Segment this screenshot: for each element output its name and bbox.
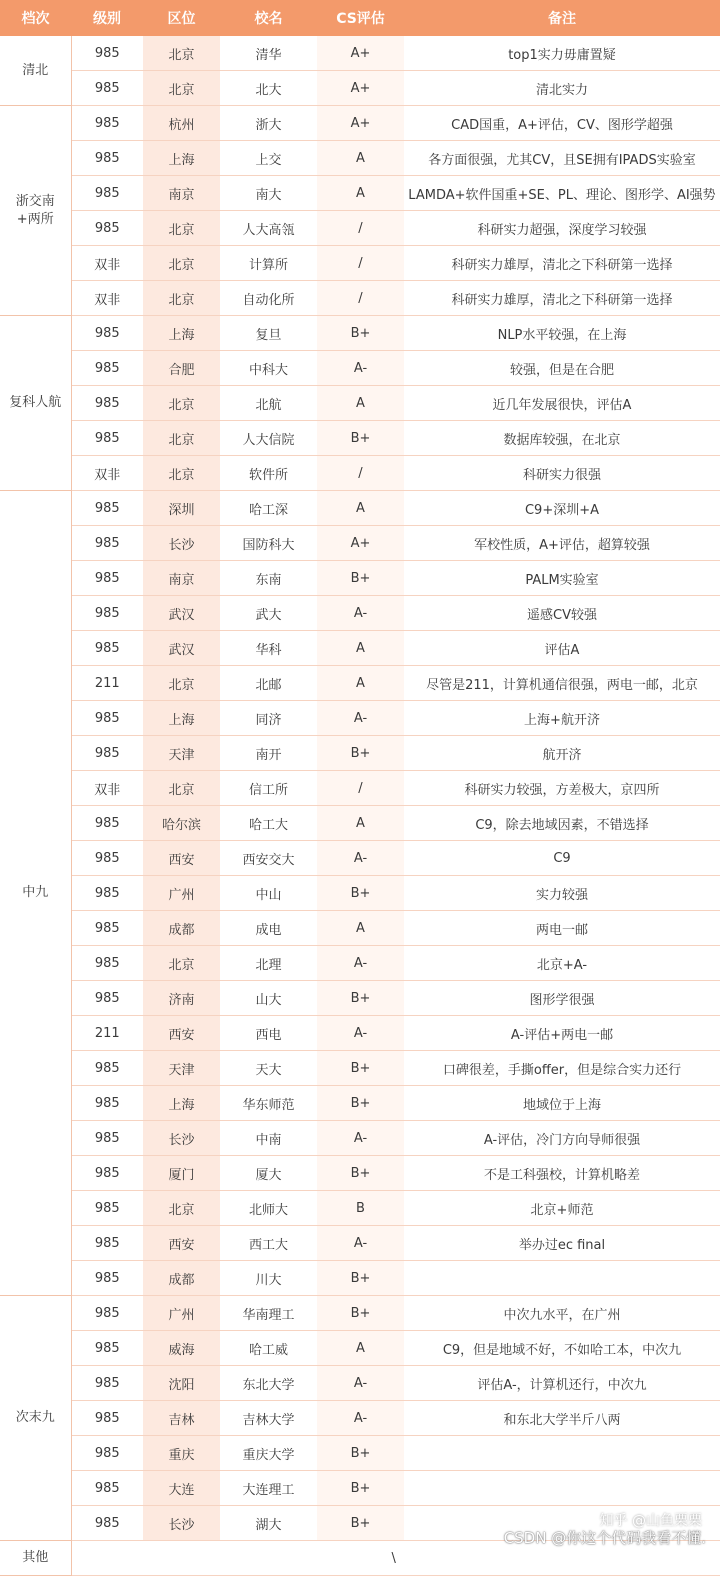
cell-school: 川大 — [220, 1261, 317, 1296]
cell-school: 中科大 — [220, 351, 317, 386]
table-body — [0, 36, 720, 1576]
cell-school: 北航 — [220, 386, 317, 421]
cell-level: 985 — [71, 1366, 143, 1401]
table-row — [0, 526, 720, 561]
cell-school: 哈工深 — [220, 491, 317, 526]
cell-school: 清华 — [220, 36, 317, 71]
table-row — [0, 1401, 720, 1436]
cell-level: 985 — [71, 36, 143, 71]
cell-notes: 科研实力超强，深度学习较强 — [404, 211, 720, 246]
cell-cs-rating: B+ — [317, 876, 404, 911]
cell-cs-rating: A — [317, 386, 404, 421]
cell-level: 985 — [71, 876, 143, 911]
cell-school: 东南 — [220, 561, 317, 596]
cell-location: 上海 — [143, 1086, 220, 1121]
table-row — [0, 211, 720, 246]
table-row — [0, 1156, 720, 1191]
cell-school: 北邮 — [220, 666, 317, 701]
cell-location: 北京 — [143, 666, 220, 701]
cell-notes: C9，但是地域不好，不如哈工本，中次九 — [404, 1331, 720, 1366]
cell-school: 哈工大 — [220, 806, 317, 841]
cell-school: 山大 — [220, 981, 317, 1016]
cell-cs-rating: A- — [317, 1401, 404, 1436]
cell-tier: 次末九 — [0, 1296, 71, 1541]
cell-location: 北京 — [143, 456, 220, 491]
cell-school: 重庆大学 — [220, 1436, 317, 1471]
cell-level: 985 — [71, 841, 143, 876]
cell-location: 南京 — [143, 561, 220, 596]
cell-level: 985 — [71, 946, 143, 981]
cell-level: 985 — [71, 806, 143, 841]
table-row — [0, 421, 720, 456]
cell-location: 广州 — [143, 876, 220, 911]
cell-notes: 数据库较强，在北京 — [404, 421, 720, 456]
cell-school: 南开 — [220, 736, 317, 771]
cell-school: 上交 — [220, 141, 317, 176]
cell-school: 湖大 — [220, 1506, 317, 1541]
cell-level: 985 — [71, 71, 143, 106]
cell-notes: 清北实力 — [404, 71, 720, 106]
header-cs-rating: CS评估 — [317, 0, 404, 36]
cell-notes: 较强，但是在合肥 — [404, 351, 720, 386]
cell-notes: 上海+航开济 — [404, 701, 720, 736]
cell-notes: CAD国重，A+评估，CV、图形学超强 — [404, 106, 720, 141]
table-row — [0, 386, 720, 421]
cell-cs-rating: A- — [317, 701, 404, 736]
table-row — [0, 596, 720, 631]
cell-level: 985 — [71, 211, 143, 246]
cell-cs-rating: B+ — [317, 1506, 404, 1541]
cell-level: 985 — [71, 981, 143, 1016]
table-row — [0, 176, 720, 211]
table-row — [0, 841, 720, 876]
cell-notes: 和东北大学半斤八两 — [404, 1401, 720, 1436]
cell-level: 985 — [71, 1191, 143, 1226]
cell-cs-rating: B+ — [317, 1296, 404, 1331]
cell-notes: 图形学很强 — [404, 981, 720, 1016]
cell-location: 西安 — [143, 841, 220, 876]
cell-school: 中南 — [220, 1121, 317, 1156]
cell-notes: A-评估，冷门方向导师很强 — [404, 1121, 720, 1156]
cell-cs-rating: A — [317, 1331, 404, 1366]
cell-level: 985 — [71, 491, 143, 526]
cell-school: 吉林大学 — [220, 1401, 317, 1436]
table-row — [0, 1051, 720, 1086]
cell-notes: 举办过ec final — [404, 1226, 720, 1261]
cell-level: 双非 — [71, 246, 143, 281]
table-row — [0, 771, 720, 806]
cell-location: 北京 — [143, 386, 220, 421]
cell-level: 985 — [71, 1051, 143, 1086]
cell-school: 中山 — [220, 876, 317, 911]
table-row — [0, 1191, 720, 1226]
cell-cs-rating: B — [317, 1191, 404, 1226]
cell-cs-rating: B+ — [317, 421, 404, 456]
cell-school: 华科 — [220, 631, 317, 666]
cell-cs-rating: B+ — [317, 1051, 404, 1086]
table-row — [0, 666, 720, 701]
table-row — [0, 246, 720, 281]
cell-location: 北京 — [143, 771, 220, 806]
table-row — [0, 1261, 720, 1296]
cell-level: 985 — [71, 526, 143, 561]
cell-cs-rating: / — [317, 281, 404, 316]
cell-cs-rating: B+ — [317, 1436, 404, 1471]
cell-location: 深圳 — [143, 491, 220, 526]
cell-level: 985 — [71, 561, 143, 596]
cell-cs-rating: A- — [317, 1226, 404, 1261]
cell-notes: 遥感CV较强 — [404, 596, 720, 631]
table-row — [0, 806, 720, 841]
cell-cs-rating: B+ — [317, 561, 404, 596]
table-row — [0, 281, 720, 316]
cell-location: 天津 — [143, 736, 220, 771]
cell-notes: C9+深圳+A — [404, 491, 720, 526]
cell-location: 武汉 — [143, 596, 220, 631]
cell-location: 大连 — [143, 1471, 220, 1506]
cell-level: 985 — [71, 1086, 143, 1121]
cell-notes — [404, 1471, 720, 1506]
cell-notes: LAMDA+软件国重+SE、PL、理论、图形学、AI强势 — [404, 176, 720, 211]
cell-school: 国防科大 — [220, 526, 317, 561]
cell-notes: 军校性质，A+评估，超算较强 — [404, 526, 720, 561]
cell-level: 985 — [71, 1296, 143, 1331]
cell-cs-rating: A- — [317, 351, 404, 386]
cell-level: 211 — [71, 666, 143, 701]
cell-school: 西安交大 — [220, 841, 317, 876]
cell-notes: 尽管是211，计算机通信很强，两电一邮，北京 — [404, 666, 720, 701]
table-row — [0, 141, 720, 176]
cell-notes: PALM实验室 — [404, 561, 720, 596]
cell-cs-rating: A+ — [317, 36, 404, 71]
cell-notes: 评估A-，计算机还行，中次九 — [404, 1366, 720, 1401]
cell-cs-rating: A — [317, 631, 404, 666]
cell-location: 成都 — [143, 1261, 220, 1296]
cell-notes: 地域位于上海 — [404, 1086, 720, 1121]
cell-school: 浙大 — [220, 106, 317, 141]
cell-cs-rating: B+ — [317, 736, 404, 771]
cell-notes: 不是工科强校，计算机略差 — [404, 1156, 720, 1191]
cell-location: 北京 — [143, 36, 220, 71]
cell-tier: 清北 — [0, 36, 71, 106]
cell-cs-rating: A+ — [317, 106, 404, 141]
cell-level: 985 — [71, 176, 143, 211]
cell-notes: 实力较强 — [404, 876, 720, 911]
cell-location: 北京 — [143, 946, 220, 981]
cell-school: 西电 — [220, 1016, 317, 1051]
table-row — [0, 631, 720, 666]
table-row — [0, 561, 720, 596]
cell-location: 长沙 — [143, 1506, 220, 1541]
table-row — [0, 736, 720, 771]
cell-location: 长沙 — [143, 526, 220, 561]
cell-level: 985 — [71, 596, 143, 631]
cell-location: 北京 — [143, 1191, 220, 1226]
cell-level: 985 — [71, 1226, 143, 1261]
cell-cs-rating: A — [317, 491, 404, 526]
cell-level: 985 — [71, 631, 143, 666]
table-row — [0, 1016, 720, 1051]
cell-cs-rating: / — [317, 771, 404, 806]
cell-location: 上海 — [143, 701, 220, 736]
cell-tier: 复科人航 — [0, 316, 71, 491]
cell-location: 重庆 — [143, 1436, 220, 1471]
cell-cs-rating: B+ — [317, 316, 404, 351]
cell-level: 985 — [71, 141, 143, 176]
cell-location: 哈尔滨 — [143, 806, 220, 841]
table-row — [0, 36, 720, 71]
cell-cs-rating: / — [317, 246, 404, 281]
cell-cs-rating: / — [317, 211, 404, 246]
header-row — [0, 0, 720, 36]
cell-location: 北京 — [143, 421, 220, 456]
cell-cs-rating: A- — [317, 1121, 404, 1156]
cell-school: 西工大 — [220, 1226, 317, 1261]
cell-tier: 浙交南 +两所 — [0, 106, 71, 316]
table-row — [0, 1121, 720, 1156]
cell-location: 西安 — [143, 1226, 220, 1261]
cell-level: 985 — [71, 736, 143, 771]
cell-cs-rating: B+ — [317, 981, 404, 1016]
header-location: 区位 — [143, 0, 220, 36]
cell-level: 985 — [71, 421, 143, 456]
cell-level: 985 — [71, 351, 143, 386]
cell-notes: 两电一邮 — [404, 911, 720, 946]
cell-notes: A-评估+两电一邮 — [404, 1016, 720, 1051]
cell-school: 同济 — [220, 701, 317, 736]
cell-tier: 中九 — [0, 491, 71, 1296]
cell-notes: C9，除去地域因素，不错选择 — [404, 806, 720, 841]
cell-level: 211 — [71, 1016, 143, 1051]
cell-school: 华东师范 — [220, 1086, 317, 1121]
cell-cs-rating: A- — [317, 1366, 404, 1401]
cell-location: 上海 — [143, 316, 220, 351]
cell-notes: 科研实力雄厚，清北之下科研第一选择 — [404, 281, 720, 316]
table-row — [0, 491, 720, 526]
cell-notes: 北京+师范 — [404, 1191, 720, 1226]
cell-notes: NLP水平较强，在上海 — [404, 316, 720, 351]
cell-notes: 北京+A- — [404, 946, 720, 981]
cell-cs-rating: A — [317, 806, 404, 841]
table-row — [0, 1436, 720, 1471]
cell-location: 广州 — [143, 1296, 220, 1331]
cell-location: 威海 — [143, 1331, 220, 1366]
cell-level: 985 — [71, 1471, 143, 1506]
cell-notes: 科研实力雄厚，清北之下科研第一选择 — [404, 246, 720, 281]
cell-school: 武大 — [220, 596, 317, 631]
cell-notes: 口碑很差，手撕offer，但是综合实力还行 — [404, 1051, 720, 1086]
cell-school: 哈工威 — [220, 1331, 317, 1366]
table-row — [0, 106, 720, 141]
cell-level: 双非 — [71, 771, 143, 806]
cell-notes: 航开济 — [404, 736, 720, 771]
cell-school: 自动化所 — [220, 281, 317, 316]
cell-school: 信工所 — [220, 771, 317, 806]
cell-notes: 近几年发展很快，评估A — [404, 386, 720, 421]
cell-cs-rating: B+ — [317, 1086, 404, 1121]
cell-notes: 中次九水平，在广州 — [404, 1296, 720, 1331]
cell-location: 济南 — [143, 981, 220, 1016]
cell-school: 北理 — [220, 946, 317, 981]
cell-school: 北大 — [220, 71, 317, 106]
cell-cs-rating: A — [317, 176, 404, 211]
cell-tier: 其他 — [0, 1541, 71, 1576]
cell-location: 南京 — [143, 176, 220, 211]
table-row — [0, 981, 720, 1016]
cell-school: 天大 — [220, 1051, 317, 1086]
cell-level: 985 — [71, 1261, 143, 1296]
table-row — [0, 71, 720, 106]
cell-school: 计算所 — [220, 246, 317, 281]
cell-notes: 评估A — [404, 631, 720, 666]
cell-notes — [404, 1261, 720, 1296]
cell-school: 软件所 — [220, 456, 317, 491]
cell-cs-rating: A — [317, 911, 404, 946]
csdn-watermark: CSDN @你这个代码我看不懂. — [503, 1529, 706, 1547]
cell-cs-rating: A — [317, 141, 404, 176]
cell-level: 985 — [71, 911, 143, 946]
header-tier: 档次 — [0, 0, 71, 36]
cell-location: 北京 — [143, 211, 220, 246]
cell-location: 武汉 — [143, 631, 220, 666]
cell-location: 天津 — [143, 1051, 220, 1086]
header-level: 级别 — [71, 0, 143, 36]
zhihu-watermark: 知乎 @山鱼栗栗 — [599, 1513, 702, 1529]
cell-cs-rating: A- — [317, 841, 404, 876]
cell-level: 985 — [71, 1436, 143, 1471]
cell-notes: top1实力毋庸置疑 — [404, 36, 720, 71]
cell-cs-rating: A+ — [317, 71, 404, 106]
cell-school: 成电 — [220, 911, 317, 946]
table-row — [0, 456, 720, 491]
table-row — [0, 1366, 720, 1401]
cell-level: 985 — [71, 386, 143, 421]
cell-school: 人大信院 — [220, 421, 317, 456]
cell-location: 吉林 — [143, 1401, 220, 1436]
table-row — [0, 876, 720, 911]
cell-location: 杭州 — [143, 106, 220, 141]
table-row — [0, 1226, 720, 1261]
table-row — [0, 1471, 720, 1506]
cell-notes — [404, 1436, 720, 1471]
cell-cs-rating: A — [317, 666, 404, 701]
cell-level: 985 — [71, 106, 143, 141]
cell-cs-rating: B+ — [317, 1261, 404, 1296]
cell-level: 985 — [71, 1401, 143, 1436]
cell-cs-rating: / — [317, 456, 404, 491]
table-row — [0, 946, 720, 981]
table-row — [0, 1086, 720, 1121]
cell-school: 大连理工 — [220, 1471, 317, 1506]
cell-school: 人大高瓴 — [220, 211, 317, 246]
cell-school: 复旦 — [220, 316, 317, 351]
cell-level: 985 — [71, 1331, 143, 1366]
cell-cs-rating: A- — [317, 946, 404, 981]
cell-cs-rating: B+ — [317, 1156, 404, 1191]
cell-cs-rating: A- — [317, 596, 404, 631]
cell-notes: C9 — [404, 841, 720, 876]
table-row — [0, 1331, 720, 1366]
cell-location: 北京 — [143, 71, 220, 106]
cell-school: 北师大 — [220, 1191, 317, 1226]
cell-school: 华南理工 — [220, 1296, 317, 1331]
table-row — [0, 1296, 720, 1331]
cell-location: 厦门 — [143, 1156, 220, 1191]
table-row — [0, 701, 720, 736]
cell-location: 长沙 — [143, 1121, 220, 1156]
cell-notes: 科研实力很强 — [404, 456, 720, 491]
header-school: 校名 — [220, 0, 317, 36]
cell-school: 厦大 — [220, 1156, 317, 1191]
table-row — [0, 351, 720, 386]
cell-location: 北京 — [143, 246, 220, 281]
cell-location: 沈阳 — [143, 1366, 220, 1401]
cell-level: 985 — [71, 701, 143, 736]
cell-level: 985 — [71, 1156, 143, 1191]
table-row — [0, 316, 720, 351]
cell-location: 合肥 — [143, 351, 220, 386]
cell-cs-rating: B+ — [317, 1471, 404, 1506]
table-row — [0, 911, 720, 946]
cell-notes: 各方面很强，尤其CV，且SE拥有IPADS实验室 — [404, 141, 720, 176]
cell-notes: 科研实力较强，方差极大，京四所 — [404, 771, 720, 806]
cell-location: 上海 — [143, 141, 220, 176]
cell-school: 南大 — [220, 176, 317, 211]
cell-level: 双非 — [71, 456, 143, 491]
cell-cs-rating: A+ — [317, 526, 404, 561]
cell-location: 北京 — [143, 281, 220, 316]
cell-level: 双非 — [71, 281, 143, 316]
cell-school: 东北大学 — [220, 1366, 317, 1401]
cell-level: 985 — [71, 1506, 143, 1541]
cell-location: 西安 — [143, 1016, 220, 1051]
cell-cs-rating: A- — [317, 1016, 404, 1051]
cell-level: 985 — [71, 1121, 143, 1156]
cell-level: 985 — [71, 316, 143, 351]
header-notes: 备注 — [404, 0, 720, 36]
cell-other-value: \ — [71, 1541, 720, 1576]
cell-location: 成都 — [143, 911, 220, 946]
